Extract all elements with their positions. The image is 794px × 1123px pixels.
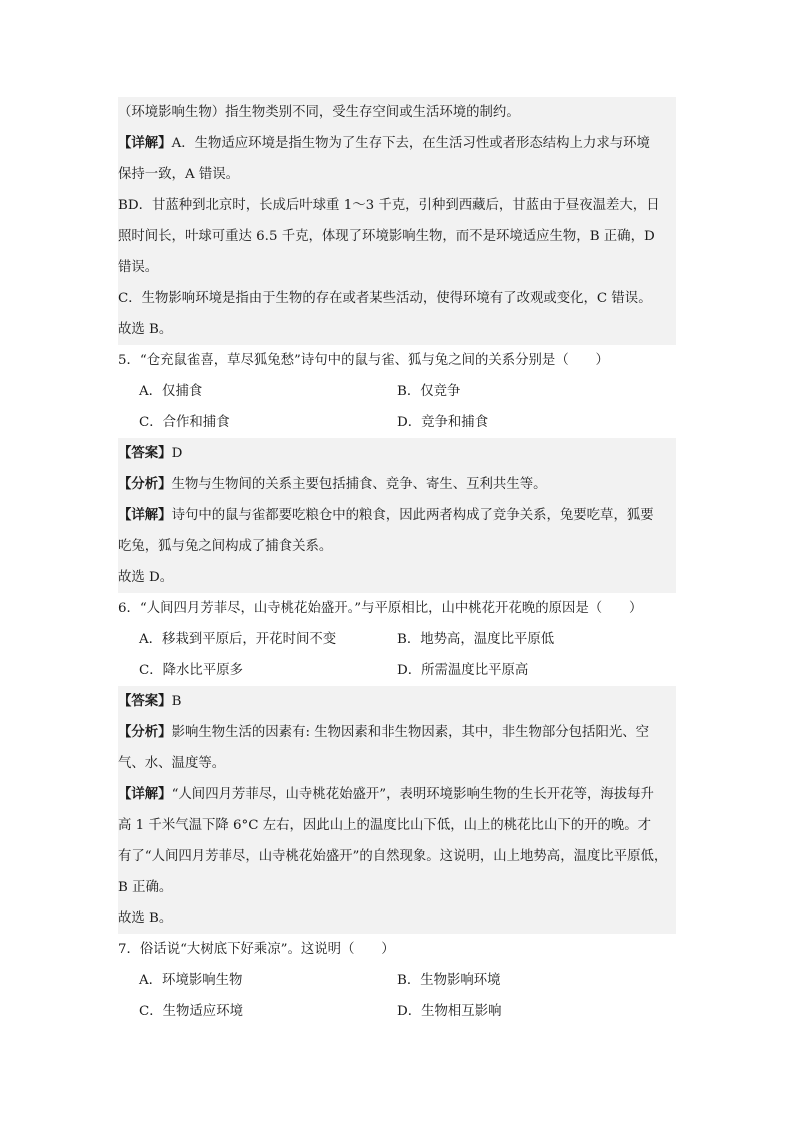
question-7 [118,934,676,1027]
answer-line [118,686,676,717]
text-line: BD．甘蓝种到北京时，长成后叶球重 1～3 千克，引种到西藏后，甘蓝由于昼夜温差大，日 [118,198,660,213]
text-line: 【详解】“人间四月芳菲尽，山寺桃花始盛开”，表明环境影响生物的生长开花等，海拔每升 [118,787,654,802]
option-b: B．地势高，温度比平原低 [397,632,555,647]
analysis-tag: 【分析】 [118,477,172,492]
text-line: 有了“人间四月芳菲尽，山寺桃花始盛开”的自然现象。这说明，山上地势高，温度比平原低， [118,849,668,864]
analysis-tag: 【分析】 [118,725,172,740]
option-c: C．降水比平原多 [139,663,243,678]
detail-tag: 【详解】 [118,787,172,802]
option-a: A．仅捕食 [139,384,203,399]
options-row [118,624,676,655]
question-5 [118,345,676,438]
answer-value: B [171,694,182,709]
option-c: C．合作和捕食 [139,415,230,430]
document-content [118,97,676,1027]
text-line: 照时间长，叶球可重达 6.5 千克，体现了环境影响生物，而不是环境适应生物，B 正确，D [118,229,655,244]
option-d: D．所需温度比平原高 [397,663,529,678]
answer-tag: 【答案】 [118,694,172,709]
options-row [118,965,676,996]
analysis-line: 【分析】影响生物生活的因素有: 生物因素和非生物因素，其中，非生物部分包括阳光、空 [118,725,649,740]
explanation-block-4 [118,97,676,345]
detail-tag: 【详解】 [118,508,172,523]
question-6 [118,593,676,686]
options-row [118,655,676,686]
options-row [118,996,676,1027]
detail-tag: 【详解】 [118,136,172,151]
text-line: B 正确。 [118,880,173,895]
options-row [118,376,676,407]
answer-value: D [171,446,183,461]
text-line: 吃兔，狐与兔之间构成了捕食关系。 [118,539,333,554]
option-d: D．生物相互影响 [397,1004,502,1019]
text-line: 高 1 千米气温下降 6°C 左右，因此山上的温度比山下低，山上的桃花比山下的开的晚。才 [118,818,652,833]
explanation-block-6 [118,686,676,934]
explanation-block-5 [118,438,676,593]
text-line: C．生物影响环境是指由于生物的存在或者某些活动，使得环境有了改观或变化，C 错误。 [118,291,652,306]
text-line: 气、水、温度等。 [118,756,226,771]
option-d: D．竞争和捕食 [397,415,489,430]
answer-tag: 【答案】 [118,446,172,461]
text-line: 故选 B。 [118,911,173,926]
option-c: C．生物适应环境 [139,1004,243,1019]
text-line: 故选 D。 [118,570,174,585]
text-line: 【详解】诗句中的鼠与雀都要吃粮仓中的粮食，因此两者构成了竞争关系，兔要吃草，狐要 [118,508,654,523]
text-line: 【详解】A．生物适应环境是指生物为了生存下去，在生活习性或者形态结构上力求与环境 [118,136,650,151]
option-b: B．生物影响环境 [397,973,501,988]
answer-line [118,438,676,469]
options-row [118,407,676,438]
question-stem: 6．“人间四月芳菲尽，山寺桃花始盛开。”与平原相比，山中桃花开花晚的原因是（ ） [118,601,643,616]
option-a: A．移栽到平原后，开花时间不变 [139,632,337,647]
question-stem: 5．“仓充鼠雀喜，草尽狐兔愁”诗句中的鼠与雀、狐与兔之间的关系分别是（ ） [118,353,609,368]
text-line: 故选 B。 [118,322,173,337]
question-stem: 7．俗话说“大树底下好乘凉”。这说明（ ） [118,942,395,957]
option-b: B．仅竞争 [397,384,461,399]
text-line: （环境影响生物）指生物类别不同，受生存空间或生活环境的制约。 [118,105,520,120]
text-line: 保持一致，A 错误。 [118,167,240,182]
option-a: A．环境影响生物 [139,973,243,988]
analysis-line: 【分析】生物与生物间的关系主要包括捕食、竞争、寄生、互利共生等。 [118,477,547,492]
text-line: 错误。 [118,260,159,275]
